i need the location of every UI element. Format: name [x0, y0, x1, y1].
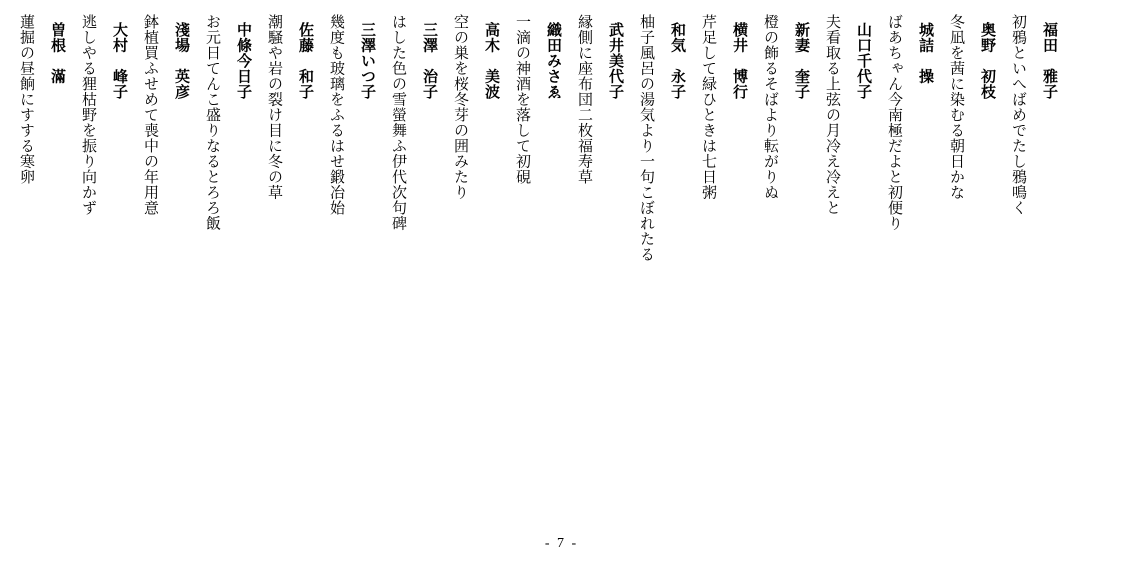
haiku-entry: [507, 12, 569, 517]
author-name: 山口千代子: [855, 22, 873, 100]
haiku-entry: [755, 12, 817, 517]
author-name: 曽根 滿: [49, 22, 67, 84]
haiku-text: 鉢植買ふせめて喪中の年用意: [142, 14, 160, 216]
author-name: 高木 美波: [483, 22, 501, 100]
haiku-entry: [1003, 12, 1065, 517]
haiku-entry: [941, 12, 1003, 517]
haiku-text: 芹足して緑ひときは七日粥: [700, 14, 718, 200]
haiku-text: 柚子風呂の湯気より一句こぼれたる: [638, 14, 656, 262]
page-number: - 7 -: [544, 536, 579, 551]
haiku-text: 縁側に座布団二枚福寿草: [576, 14, 594, 185]
author-name: 中條今日子: [235, 22, 253, 100]
haiku-text: 冬凪を茜に染むる朝日かな: [948, 14, 966, 200]
haiku-text: 幾度も玻璃をふるはせ鍛冶始: [328, 14, 346, 216]
author-name: 和気 永子: [669, 22, 687, 100]
haiku-text: お元日てんこ盛りなるとろろ飯: [204, 14, 222, 231]
haiku-entry: [321, 12, 383, 517]
haiku-entry: [197, 12, 259, 517]
haiku-text: 逃しやる狸枯野を振り向かず: [80, 14, 98, 216]
haiku-text: はした色の雪螢舞ふ伊代次句碑: [390, 14, 408, 231]
haiku-text: 夫看取る上弦の月冷え冷えと: [824, 14, 842, 216]
haiku-text: 蓮掘の昼餉にすする寒卵: [18, 14, 36, 185]
haiku-text: 空の巣を桜冬芽の囲みたり: [452, 14, 470, 200]
haiku-entry: [11, 12, 73, 517]
haiku-text: 橙の飾るそばより転がりぬ: [762, 14, 780, 200]
haiku-entry: [631, 12, 693, 517]
haiku-entry: [693, 12, 755, 517]
haiku-entry: [817, 12, 879, 517]
author-name: 大村 峰子: [111, 22, 129, 100]
haiku-entry: [383, 12, 445, 517]
author-name: 武井美代子: [607, 22, 625, 100]
haiku-text: 潮騒や岩の裂け目に冬の草: [266, 14, 284, 200]
author-name: 城詰 操: [917, 22, 935, 84]
author-name: 淺場 英彦: [173, 22, 191, 100]
haiku-text: ばあちゃん今南極だよと初便り: [886, 14, 904, 231]
haiku-text: 一滴の神酒を落して初硯: [514, 14, 532, 185]
haiku-entry: [73, 12, 135, 517]
author-name: 佐藤 和子: [297, 22, 315, 100]
haiku-text: 初鴉といへばめでたし鴉鳴く: [1010, 14, 1028, 216]
haiku-columns: [11, 12, 1065, 517]
haiku-entry: [135, 12, 197, 517]
author-name: 新妻 奎子: [793, 22, 811, 100]
haiku-entry: [569, 12, 631, 517]
haiku-entry: [259, 12, 321, 517]
author-name: 織田みさゑ: [545, 22, 563, 100]
author-name: 三澤 治子: [421, 22, 439, 100]
haiku-entry: [879, 12, 941, 517]
author-name: 横井 博行: [731, 22, 749, 100]
author-name: 福田 雅子: [1041, 22, 1059, 100]
author-name: 三澤いつ子: [359, 22, 377, 100]
haiku-entry: [445, 12, 507, 517]
author-name: 奥野 初枝: [979, 22, 997, 100]
